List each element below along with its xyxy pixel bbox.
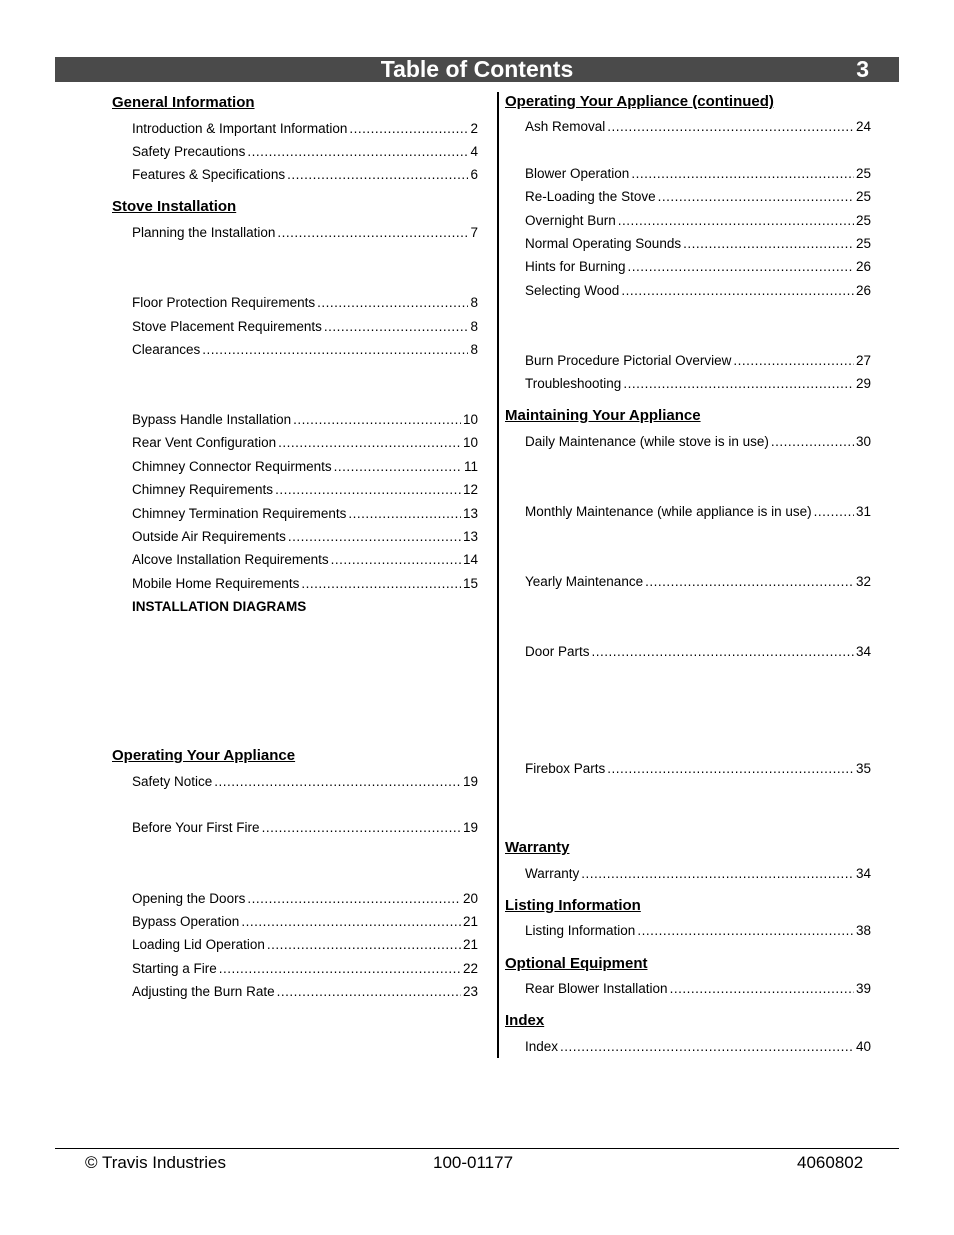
toc-entry-page: 26	[855, 283, 871, 298]
dot-leader	[637, 923, 854, 939]
toc-entry-page: 8	[470, 319, 478, 334]
toc-entry-outside-air-requirements[interactable]	[132, 529, 478, 545]
toc-entry-page: 20	[462, 891, 478, 906]
footer-part-number: 100-01177	[433, 1153, 514, 1172]
toc-entry-label: Ash Removal	[525, 119, 606, 134]
dot-leader	[623, 376, 854, 392]
toc-entry-label: Door Parts	[525, 644, 590, 659]
toc-entry-label: Clearances	[132, 342, 201, 357]
dot-leader	[592, 644, 854, 660]
dot-leader	[607, 761, 854, 777]
toc-entry-page: 40	[855, 1039, 871, 1054]
dot-leader	[683, 236, 854, 252]
toc-entry-page: 7	[470, 225, 478, 240]
toc-entry-loading-lid-operation[interactable]	[132, 937, 478, 953]
toc-entry-label: Loading Lid Operation	[132, 937, 265, 952]
toc-entry-page: 34	[855, 644, 871, 659]
toc-entry-label: Adjusting the Burn Rate	[132, 984, 275, 999]
toc-entry-label: Floor Protection Requirements	[132, 295, 316, 310]
subheading-installation-diagrams: INSTALLATION DIAGRAMS	[132, 599, 307, 614]
toc-entry-label: Monthly Maintenance (while appliance is in use)	[525, 504, 812, 519]
toc-entry-page: 24	[855, 119, 871, 134]
toc-entry-page: 21	[462, 914, 478, 929]
toc-entry-chimney-termination-requirements[interactable]	[132, 506, 478, 522]
dot-leader	[214, 774, 461, 790]
dot-leader	[267, 937, 461, 953]
dot-leader	[628, 259, 854, 275]
dot-leader	[288, 529, 461, 545]
toc-entry-label: Firebox Parts	[525, 761, 606, 776]
toc-entry-normal-operating-sounds[interactable]	[525, 236, 871, 252]
dot-leader	[814, 504, 854, 520]
dot-leader	[277, 225, 468, 241]
toc-entry-label: Safety Notice	[132, 774, 213, 789]
dot-leader	[262, 820, 461, 836]
toc-entry-page: 8	[470, 295, 478, 310]
toc-entry-mobile-home-requirements[interactable]	[132, 576, 478, 592]
toc-entry-page: 8	[470, 342, 478, 357]
toc-entry-page: 15	[462, 576, 478, 591]
toc-entry-page: 26	[855, 259, 871, 274]
footer-divider	[55, 1148, 899, 1149]
toc-entry-label: Alcove Installation Requirements	[132, 552, 329, 567]
dot-leader	[275, 482, 461, 498]
toc-entry-label: Planning the Installation	[132, 225, 276, 240]
dot-leader	[618, 213, 854, 229]
toc-entry-daily-maintenance-while-stove-is-in-use[interactable]	[525, 434, 871, 450]
toc-entry-label: Chimney Requirements	[132, 482, 274, 497]
toc-entry-page: 13	[462, 529, 478, 544]
toc-entry-page: 34	[855, 866, 871, 881]
toc-entry-page: 38	[855, 923, 871, 938]
toc-entry-rear-vent-configuration[interactable]	[132, 435, 478, 451]
toc-entry-features-specifications[interactable]	[132, 167, 478, 183]
dot-leader	[301, 576, 461, 592]
toc-entry-label: Warranty	[525, 866, 580, 881]
dot-leader	[645, 574, 854, 590]
toc-entry-bypass-handle-installation[interactable]	[132, 412, 478, 428]
toc-entry-floor-protection-requirements[interactable]	[132, 295, 478, 311]
toc-entry-adjusting-the-burn-rate[interactable]	[132, 984, 478, 1000]
toc-entry-label: Hints for Burning	[525, 259, 626, 274]
toc-entry-stove-placement-requirements[interactable]	[132, 319, 478, 335]
dot-leader	[560, 1039, 854, 1055]
toc-entry-label: Introduction & Important Information	[132, 121, 348, 136]
toc-entry-label: Bypass Operation	[132, 914, 240, 929]
dot-leader	[581, 866, 854, 882]
toc-entry-page: 39	[855, 981, 871, 996]
toc-entry-firebox-parts[interactable]	[525, 761, 871, 777]
toc-entry-re-loading-the-stove[interactable]	[525, 189, 871, 205]
toc-entry-safety-notice[interactable]	[132, 774, 478, 790]
page-number: 3	[856, 56, 869, 82]
dot-leader	[621, 283, 854, 299]
section-heading-operating-your-appliance-continued: Operating Your Appliance (continued)	[505, 93, 774, 110]
toc-entry-label: Starting a Fire	[132, 961, 217, 976]
section-heading-maintaining-your-appliance: Maintaining Your Appliance	[505, 407, 701, 424]
toc-entry-yearly-maintenance[interactable]	[525, 574, 871, 590]
dot-leader	[317, 295, 468, 311]
toc-entry-alcove-installation-requirements[interactable]	[132, 552, 478, 568]
toc-entry-label: Rear Blower Installation	[525, 981, 668, 996]
toc-entry-label: Overnight Burn	[525, 213, 616, 228]
toc-entry-page: 25	[855, 236, 871, 251]
section-heading-stove-installation: Stove Installation	[112, 198, 237, 215]
toc-entry-monthly-maintenance-while-appliance-is-in-use[interactable]	[525, 504, 871, 520]
toc-entry-troubleshooting[interactable]	[525, 376, 871, 392]
dot-leader	[277, 984, 461, 1000]
toc-entry-page: 22	[462, 961, 478, 976]
toc-entry-label: Before Your First Fire	[132, 820, 260, 835]
section-heading-operating-your-appliance: Operating Your Appliance	[112, 747, 296, 764]
dot-leader	[202, 342, 468, 358]
toc-entry-page: 25	[855, 166, 871, 181]
toc-entry-label: Blower Operation	[525, 166, 630, 181]
section-heading-index: Index	[505, 1012, 545, 1029]
toc-entry-door-parts[interactable]	[525, 644, 871, 660]
toc-entry-label: Mobile Home Requirements	[132, 576, 300, 591]
toc-entry-page: 30	[855, 434, 871, 449]
toc-entry-label: Normal Operating Sounds	[525, 236, 682, 251]
dot-leader	[287, 167, 468, 183]
dot-leader	[219, 961, 461, 977]
dot-leader	[331, 552, 461, 568]
toc-entry-label: Troubleshooting	[525, 376, 622, 391]
toc-entry-page: 19	[462, 774, 478, 789]
footer-doc-code: 4060802	[797, 1153, 864, 1172]
column-divider	[497, 92, 499, 1058]
toc-entry-label: Opening the Doors	[132, 891, 246, 906]
toc-entry-label: Re-Loading the Stove	[525, 189, 656, 204]
toc-entry-burn-procedure-pictorial-overview[interactable]	[525, 353, 871, 369]
toc-entry-page: 29	[855, 376, 871, 391]
dot-leader	[771, 434, 854, 450]
toc-entry-rear-blower-installation[interactable]	[525, 981, 871, 997]
dot-leader	[241, 914, 461, 930]
section-heading-general-information: General Information	[112, 94, 255, 111]
toc-entry-before-your-first-fire[interactable]	[132, 820, 478, 836]
page-header	[55, 57, 899, 82]
toc-entry-label: Index	[525, 1039, 559, 1054]
page-title: Table of Contents	[380, 56, 574, 82]
dot-leader	[334, 459, 462, 475]
dot-leader	[607, 119, 854, 135]
toc-entry-warranty[interactable]	[525, 866, 871, 882]
toc-entry-label: Burn Procedure Pictorial Overview	[525, 353, 732, 368]
dot-leader	[658, 189, 854, 205]
dot-leader	[247, 144, 468, 160]
section-heading-listing-information: Listing Information	[505, 897, 641, 914]
toc-entry-page: 14	[462, 552, 478, 567]
toc-entry-page: 11	[463, 459, 478, 474]
toc-entry-page: 19	[462, 820, 478, 835]
dot-leader	[293, 412, 461, 428]
toc-entry-page: 32	[855, 574, 871, 589]
toc-entry-page: 10	[462, 412, 478, 427]
toc-entry-label: Features & Specifications	[132, 167, 286, 182]
toc-entry-page: 10	[462, 435, 478, 450]
toc-entry-page: 25	[855, 213, 871, 228]
dot-leader	[670, 981, 854, 997]
dot-leader	[631, 166, 854, 182]
toc-entry-page: 35	[855, 761, 871, 776]
toc-entry-page: 23	[462, 984, 478, 999]
toc-entry-listing-information[interactable]	[525, 923, 871, 939]
toc-entry-page: 27	[855, 353, 871, 368]
toc-entry-label: Safety Precautions	[132, 144, 246, 159]
toc-entry-starting-a-fire[interactable]	[132, 961, 478, 977]
dot-leader	[247, 891, 461, 907]
toc-entry-label: Chimney Connector Requirments	[132, 459, 332, 474]
toc-entry-chimney-connector-requirments[interactable]	[132, 459, 478, 475]
toc-entry-page: 12	[462, 482, 478, 497]
toc-entry-label: Stove Placement Requirements	[132, 319, 322, 334]
toc-entry-page: 21	[462, 937, 478, 952]
toc-entry-label: Listing Information	[525, 923, 636, 938]
toc-entry-planning-the-installation[interactable]	[132, 225, 478, 241]
toc-entry-label: Chimney Termination Requirements	[132, 506, 347, 521]
toc-entry-hints-for-burning[interactable]	[525, 259, 871, 275]
toc-entry-clearances[interactable]	[132, 342, 478, 358]
toc-entry-page: 25	[855, 189, 871, 204]
toc-entry-chimney-requirements[interactable]	[132, 482, 478, 498]
section-heading-warranty: Warranty	[505, 839, 570, 856]
toc-entry-safety-precautions[interactable]	[132, 144, 478, 160]
toc-entry-page: 6	[470, 167, 478, 182]
toc-entry-label: Outside Air Requirements	[132, 529, 286, 544]
toc-entry-page: 2	[470, 121, 478, 136]
dot-leader	[348, 506, 461, 522]
toc-entry-page: 4	[470, 144, 478, 159]
toc-entry-page: 13	[462, 506, 478, 521]
toc-entry-label: Selecting Wood	[525, 283, 620, 298]
toc-entry-blower-operation[interactable]	[525, 166, 871, 182]
dot-leader	[733, 353, 854, 369]
toc-entry-opening-the-doors[interactable]	[132, 891, 478, 907]
dot-leader	[349, 121, 468, 137]
toc-entry-label: Yearly Maintenance	[525, 574, 644, 589]
toc-entry-page: 31	[855, 504, 871, 519]
toc-entry-label: Bypass Handle Installation	[132, 412, 292, 427]
dot-leader	[324, 319, 469, 335]
toc-entry-index[interactable]	[525, 1039, 871, 1055]
section-heading-optional-equipment: Optional Equipment	[505, 955, 648, 972]
toc-entry-bypass-operation[interactable]	[132, 914, 478, 930]
toc-entry-introduction-important-information[interactable]	[132, 121, 478, 137]
toc-entry-selecting-wood[interactable]	[525, 283, 871, 299]
toc-entry-label: Rear Vent Configuration	[132, 435, 277, 450]
dot-leader	[278, 435, 461, 451]
footer-copyright: © Travis Industries	[85, 1153, 227, 1172]
toc-entry-label: Daily Maintenance (while stove is in use)	[525, 434, 769, 449]
toc-entry-overnight-burn[interactable]	[525, 213, 871, 229]
toc-entry-ash-removal[interactable]	[525, 119, 871, 135]
